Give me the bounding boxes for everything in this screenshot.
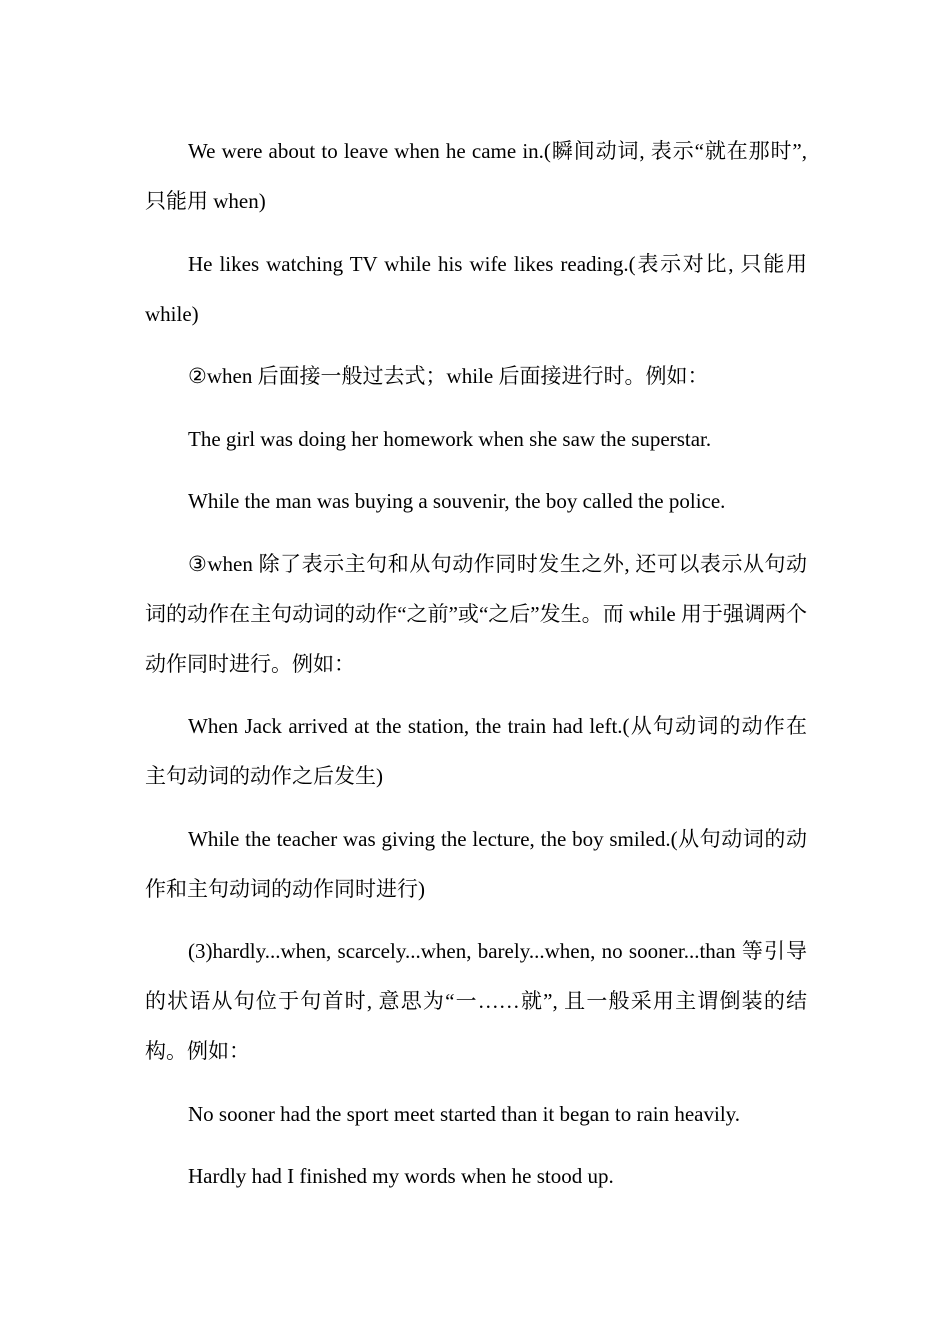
paragraph-example-lecture: While the teacher was giving the lecture, the boy smiled.(从句动词的动作和主句动词的动作同时进行)	[145, 826, 807, 901]
paragraph-rule-2: ②when 后面接一般过去式；while 后面接进行时。例如：	[188, 364, 709, 388]
paragraph-example-hardly: Hardly had I finished my words when he stood up.	[188, 1164, 614, 1188]
paragraph-rule-3: ③when 除了表示主句和从句动作同时发生之外, 还可以表示从句动词的动作在主句动词的动作“之前”或“之后”发生。而 while 用于强调两个动作同时进行。例如：	[145, 551, 807, 676]
paragraph-example-girl-homework: The girl was doing her homework when she saw the superstar.	[188, 426, 712, 451]
paragraph-example-when-came-in: We were about to leave when he came in.(瞬间动词, 表示“就在那时”, 只能用 when)	[145, 139, 807, 213]
document-body	[145, 126, 807, 1214]
paragraph-example-no-sooner: No sooner had the sport meet started than it began to rain heavily.	[188, 1101, 741, 1126]
paragraph-example-souvenir: While the man was buying a souvenir, the boy called the police.	[188, 489, 726, 513]
paragraph-example-jack-station: When Jack arrived at the station, the train had left.(从句动词的动作在主句动词的动作之后发生)	[145, 714, 807, 788]
paragraph-section-3-hardly: (3)hardly...when, scarcely...when, barely...when, no sooner...than 等引导的状语从句位于句首时, 意思为“一……就”, 且一般采用主谓倒装的结构。例如：	[145, 939, 807, 1063]
paragraph-example-while-contrast: He likes watching TV while his wife likes reading.(表示对比, 只能用 while)	[145, 251, 807, 326]
